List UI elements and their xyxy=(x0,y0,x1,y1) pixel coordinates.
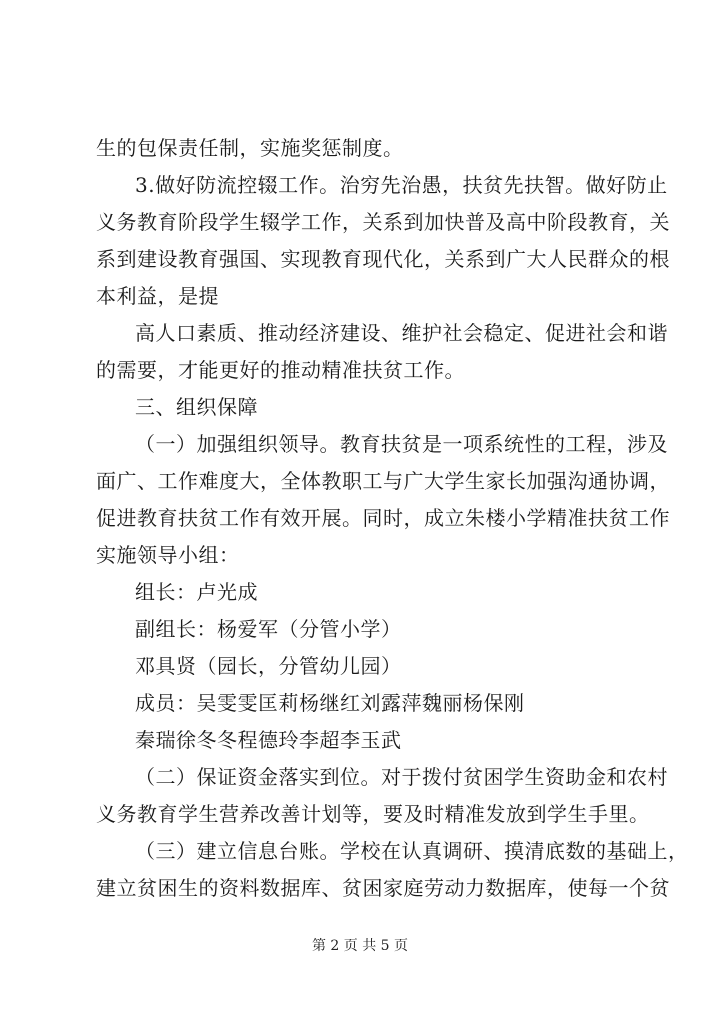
text-line: 促进教育扶贫工作有效开展。同时，成立朱楼小学精准扶贫工作 xyxy=(96,506,670,530)
text-line: （二）保证资金落实到位。对于拨付贫困学生资助金和农村 xyxy=(135,765,668,789)
text-line: （一）加强组织领导。教育扶贫是一项系统性的工程，涉及 xyxy=(135,432,668,456)
text-line: 面广、工作难度大，全体教职工与广大学生家长加强沟通协调， xyxy=(96,469,670,493)
page-number-footer: 第 2 页 共 5 页 xyxy=(311,938,409,954)
text-line: 成员：吴雯雯匡莉杨继红刘露萍魏丽杨保刚 xyxy=(135,691,525,715)
section-heading: 三、组织保障 xyxy=(135,395,258,419)
text-line: 建立贫困生的资料数据库、贫困家庭劳动力数据库，使每一个贫 xyxy=(96,876,670,900)
text-line: 高人口素质、推动经济建设、维护社会稳定、促进社会和谐 xyxy=(135,321,668,345)
text-line: （三）建立信息台账。学校在认真调研、摸清底数的基础上， xyxy=(135,839,689,863)
text-line: 邓具贤（园长，分管幼儿园） xyxy=(135,654,402,678)
text-line: 实施领导小组： xyxy=(96,543,240,567)
text-line: 系到建设教育强国、实现教育现代化，关系到广大人民群众的根 xyxy=(96,247,670,271)
text-line: 副组长：杨爱军（分管小学） xyxy=(135,617,402,641)
text-line: 生的包保责任制，实施奖惩制度。 xyxy=(96,136,404,160)
text-line: 秦瑞徐冬冬程德玲李超李玉武 xyxy=(135,728,402,752)
text-line: 义务教育阶段学生辍学工作，关系到加快普及高中阶段教育，关 xyxy=(96,210,670,234)
text-line: 本利益，是提 xyxy=(96,284,219,308)
text-line: 组长：卢光成 xyxy=(135,580,258,604)
text-line: 3.做好防流控辍工作。治穷先治愚，扶贫先扶智。做好防止 xyxy=(135,173,668,197)
text-line: 义务教育学生营养改善计划等，要及时精准发放到学生手里。 xyxy=(96,802,650,826)
text-line: 的需要，才能更好的推动精准扶贫工作。 xyxy=(96,358,465,382)
